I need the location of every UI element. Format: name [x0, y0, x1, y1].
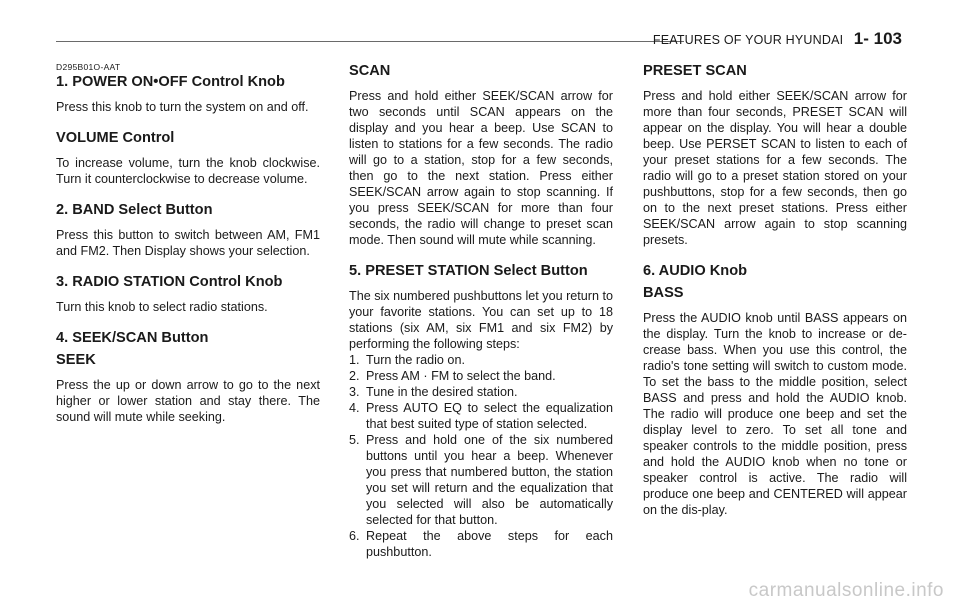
- bass-subheading: BASS: [643, 285, 684, 301]
- preset-steps-list: [349, 352, 613, 560]
- volume-text: To increase volume, turn the knob clockwise. Turn it counterclockwise to decrease volume.: [56, 156, 320, 186]
- preset-scan-text: Press and hold either SEEK/SCAN arrow for more than four seconds, PRESET SCAN will appear on the display. You will hear a double beep. Use PERSET SCAN to listen to each of your preset stations for a few seconds. The radio will go to a preset station stored on your pushbuttons, stop for a few seconds, then go on to the next preset stations. Press either SEEK/SCAN arrow again to stop scanning presets.: [643, 89, 907, 247]
- volume-heading: VOLUME Control: [56, 130, 175, 146]
- bass-text: Press the AUDIO knob until BASS appears on the display. Turn the knob to increase or de-crease bass. When you use this control, the radio's tone setting will switch to custom mode. To set the bass to the middle position, select BASS and press and hold the AUDIO knob. The radio will produce one beep and set the display level to zero. To set all tone and speaker controls to the middle position, press and hold the AUDIO knob when no tone or speaker control is active. The radio will produce one beep and CENTERED will appear on the dis-play.: [643, 311, 907, 517]
- section-code: D295B01O-AAT: [56, 62, 121, 72]
- seek-subheading: SEEK: [56, 352, 96, 368]
- step-text: Turn the radio on.: [366, 353, 465, 367]
- band-text: Press this button to switch between AM, FM1 and FM2. Then Display shows your selection.: [56, 228, 320, 258]
- list-item: [349, 352, 613, 368]
- step-text: Press AUTO EQ to select the equalization that best suited type of station selected.: [366, 401, 613, 431]
- scan-text: Press and hold either SEEK/SCAN arrow for two seconds until SCAN appears on the display and you hear a beep. Use SCAN to listen to stations for a few seconds. The radio will go to a station, stop for a few seconds, then go to the next station. Press either SEEK/SCAN arrow again to stop scanning. If you press SEEK/SCAN for more than four seconds, the radio will change to preset scan mode. Then sound will mute while scanning.: [349, 89, 613, 247]
- column-middle: [349, 62, 613, 560]
- preset-scan-heading: PRESET SCAN: [643, 63, 747, 79]
- list-item: [349, 368, 613, 384]
- preset-station-heading: 5. PRESET STATION Select Button: [349, 263, 588, 279]
- seek-text: Press the up or down arrow to go to the next higher or lower station and stay there. The sound will mute while seeking.: [56, 378, 320, 424]
- step-text: Repeat the above steps for each pushbutton.: [366, 529, 613, 559]
- step-number: 3.: [349, 385, 360, 399]
- list-item: [349, 528, 613, 560]
- preset-station-text: The six numbered pushbuttons let you return to your favorite stations. You can set up to 18 stations (six AM, six FM1 and six FM2) by performing the following steps:: [349, 289, 613, 351]
- column-right: [643, 62, 907, 532]
- page-header: [653, 29, 902, 49]
- step-number: 5.: [349, 433, 360, 447]
- step-number: 1.: [349, 353, 360, 367]
- list-item: [349, 384, 613, 400]
- list-item: [349, 432, 613, 528]
- step-number: 4.: [349, 401, 360, 415]
- audio-knob-heading: 6. AUDIO Knob: [643, 263, 748, 279]
- scan-heading: SCAN: [349, 63, 391, 79]
- radio-station-heading: 3. RADIO STATION Control Knob: [56, 274, 283, 290]
- step-number: 6.: [349, 529, 360, 543]
- power-heading: 1. POWER ON•OFF Control Knob: [56, 74, 285, 90]
- step-text: Tune in the desired station.: [366, 385, 518, 399]
- radio-station-text: Turn this knob to select radio stations.: [56, 300, 268, 314]
- list-item: [349, 400, 613, 432]
- seek-scan-heading: 4. SEEK/SCAN Button: [56, 330, 209, 346]
- step-text: Press AM · FM to select the band.: [366, 369, 556, 383]
- section-title: FEATURES OF YOUR HYUNDAI: [652, 33, 844, 47]
- header-rule: [56, 41, 684, 42]
- column-left: [56, 62, 320, 439]
- watermark: carmanualsonline.info: [748, 580, 944, 601]
- page-number: 1- 103: [853, 29, 902, 48]
- step-text: Press and hold one of the six numbered buttons until you hear a beep. Whenever you press that numbered button, the station you set will return and the equalization that you selected will also be automatically selected for that button.: [366, 433, 613, 527]
- power-text: Press this knob to turn the system on and off.: [56, 100, 309, 114]
- band-heading: 2. BAND Select Button: [56, 202, 213, 218]
- step-number: 2.: [349, 369, 360, 383]
